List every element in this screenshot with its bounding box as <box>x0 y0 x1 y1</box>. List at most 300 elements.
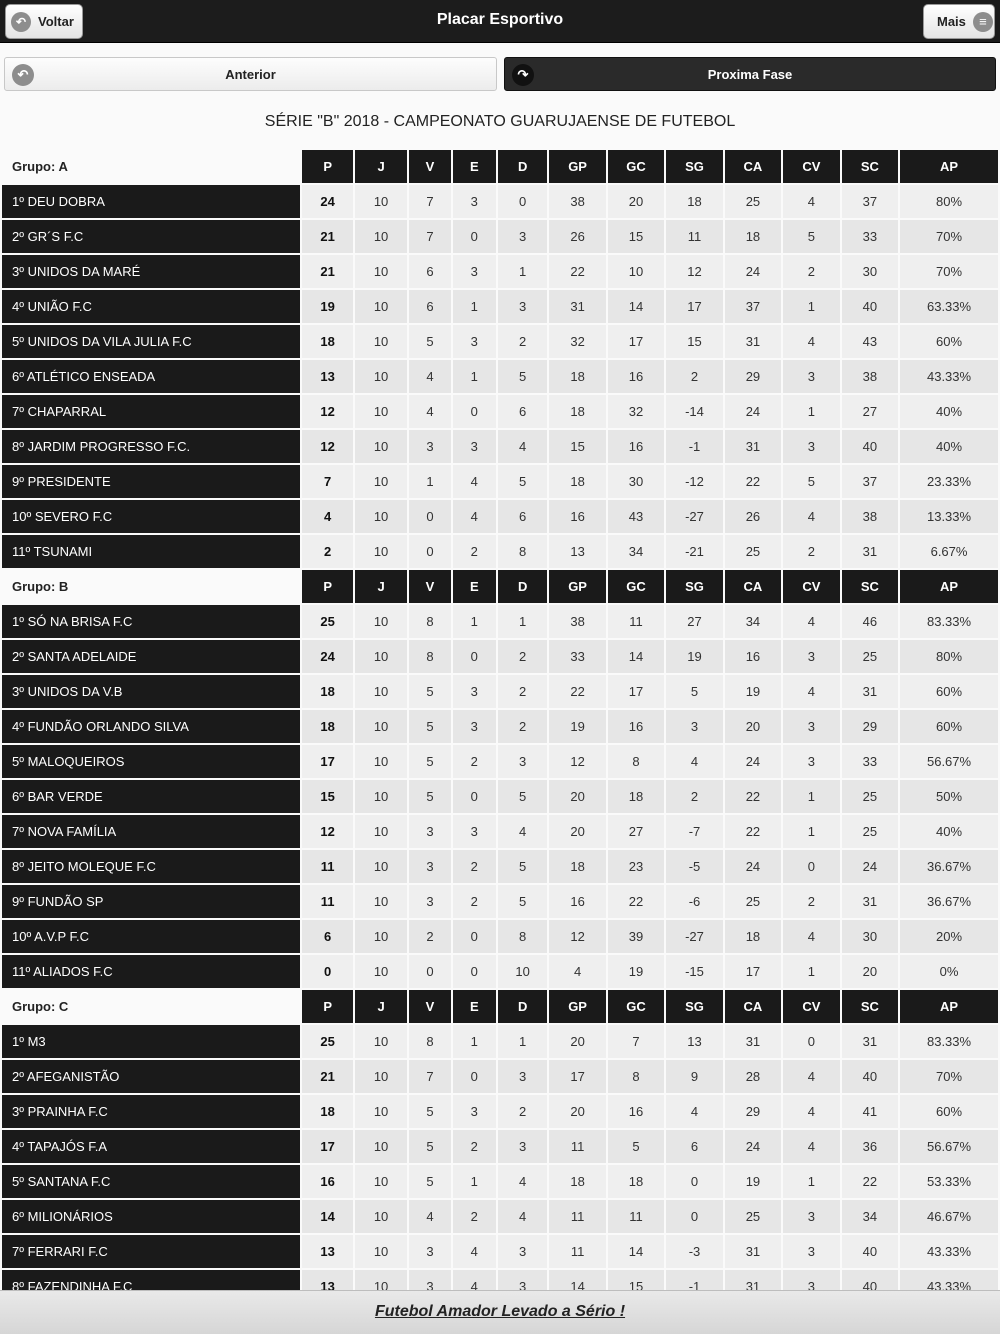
group-header-row <box>2 570 998 603</box>
stat-cell: 5 <box>783 465 839 498</box>
stat-cell: 10 <box>355 360 407 393</box>
group-header-row <box>2 150 998 183</box>
top-bar <box>0 0 1000 43</box>
stat-cell: 10 <box>355 710 407 743</box>
stat-cell: 18 <box>725 220 781 253</box>
stat-cell: 4 <box>498 815 547 848</box>
stat-cell: 17 <box>302 745 352 778</box>
stat-cell: 0 <box>783 850 839 883</box>
stat-cell: 10 <box>355 745 407 778</box>
stat-cell: 32 <box>549 325 605 358</box>
stat-cell: 20 <box>549 780 605 813</box>
team-name: 9º PRESIDENTE <box>2 465 300 498</box>
table-row[interactable] <box>2 850 998 883</box>
stat-cell: 16 <box>549 885 605 918</box>
stat-cell: 5 <box>409 675 450 708</box>
stat-cell: 31 <box>725 325 781 358</box>
stat-cell: 4 <box>453 1270 496 1290</box>
stat-cell: 19 <box>302 290 352 323</box>
table-row[interactable] <box>2 1025 998 1058</box>
stat-cell: 11 <box>608 1200 664 1233</box>
column-header: SG <box>666 990 722 1023</box>
column-header: D <box>498 570 547 603</box>
column-header: P <box>302 990 352 1023</box>
stat-cell: 5 <box>409 1095 450 1128</box>
stat-cell: 10 <box>355 1060 407 1093</box>
team-name: 1º DEU DOBRA <box>2 185 300 218</box>
stat-cell: 4 <box>409 360 450 393</box>
stat-cell: 16 <box>302 1165 352 1198</box>
stat-cell: 22 <box>549 255 605 288</box>
stat-cell: 5 <box>783 220 839 253</box>
stat-cell: 0 <box>409 535 450 568</box>
team-name: 8º JEITO MOLEQUE F.C <box>2 850 300 883</box>
stat-cell: 13 <box>302 1235 352 1268</box>
stat-cell: 3 <box>783 1200 839 1233</box>
stat-cell: 4 <box>498 1200 547 1233</box>
stat-cell: 3 <box>498 1060 547 1093</box>
stat-cell: 3 <box>498 1235 547 1268</box>
stat-cell: 2 <box>498 710 547 743</box>
table-row[interactable] <box>2 675 998 708</box>
stat-cell: 31 <box>725 1235 781 1268</box>
stat-cell: 24 <box>302 640 352 673</box>
stat-cell: 40 <box>842 290 898 323</box>
stat-cell: 10 <box>355 1025 407 1058</box>
stat-cell: 10 <box>355 500 407 533</box>
stat-cell: 40 <box>842 1060 898 1093</box>
stat-cell: 36.67% <box>900 885 998 918</box>
stat-cell: 60% <box>900 1095 998 1128</box>
stat-cell: 33 <box>549 640 605 673</box>
stat-cell: 3 <box>409 1270 450 1290</box>
stat-cell: 70% <box>900 220 998 253</box>
stat-cell: 3 <box>783 745 839 778</box>
table-row[interactable] <box>2 325 998 358</box>
stat-cell: 3 <box>409 1235 450 1268</box>
stat-cell: 3 <box>453 1095 496 1128</box>
stat-cell: 56.67% <box>900 1130 998 1163</box>
stat-cell: 3 <box>666 710 722 743</box>
stat-cell: 26 <box>549 220 605 253</box>
stat-cell: 38 <box>842 360 898 393</box>
stat-cell: 7 <box>409 1060 450 1093</box>
column-header: GC <box>608 570 664 603</box>
stat-cell: 2 <box>498 1095 547 1128</box>
stat-cell: 10 <box>355 640 407 673</box>
stat-cell: 0% <box>900 955 998 988</box>
table-row[interactable] <box>2 885 998 918</box>
stat-cell: -27 <box>666 500 722 533</box>
column-header: P <box>302 570 352 603</box>
stat-cell: 0 <box>783 1025 839 1058</box>
stat-cell: 1 <box>453 605 496 638</box>
stat-cell: 8 <box>498 535 547 568</box>
stat-cell: 10 <box>355 290 407 323</box>
table-row[interactable] <box>2 220 998 253</box>
stat-cell: 8 <box>608 1060 664 1093</box>
stat-cell: 31 <box>725 1270 781 1290</box>
stat-cell: 5 <box>409 745 450 778</box>
stat-cell: 10 <box>355 535 407 568</box>
stat-cell: 5 <box>498 885 547 918</box>
stat-cell: 1 <box>783 955 839 988</box>
stat-cell: 20 <box>725 710 781 743</box>
stat-cell: 2 <box>453 745 496 778</box>
stat-cell: 3 <box>783 640 839 673</box>
redo-arrow-icon: ↷ <box>512 64 534 86</box>
stat-cell: 10 <box>355 430 407 463</box>
stat-cell: 15 <box>666 325 722 358</box>
table-row[interactable] <box>2 955 998 988</box>
stat-cell: 18 <box>549 395 605 428</box>
stat-cell: 12 <box>549 920 605 953</box>
stat-cell: 4 <box>783 920 839 953</box>
table-row[interactable] <box>2 185 998 218</box>
stat-cell: 2 <box>498 325 547 358</box>
stat-cell: 18 <box>302 1095 352 1128</box>
stat-cell: 56.67% <box>900 745 998 778</box>
stat-cell: 8 <box>409 605 450 638</box>
stat-cell: 5 <box>409 710 450 743</box>
stat-cell: 29 <box>842 710 898 743</box>
stat-cell: 2 <box>302 535 352 568</box>
stat-cell: 21 <box>302 255 352 288</box>
table-row[interactable] <box>2 395 998 428</box>
team-name: 7º CHAPARRAL <box>2 395 300 428</box>
table-row[interactable] <box>2 710 998 743</box>
column-header: GP <box>549 150 605 183</box>
stat-cell: 4 <box>453 1235 496 1268</box>
stat-cell: 3 <box>453 430 496 463</box>
stat-cell: 10 <box>355 850 407 883</box>
stat-cell: 2 <box>453 885 496 918</box>
stat-cell: 70% <box>900 1060 998 1093</box>
stat-cell: 11 <box>549 1235 605 1268</box>
stat-cell: 23 <box>608 850 664 883</box>
stat-cell: 1 <box>783 815 839 848</box>
stat-cell: 5 <box>498 465 547 498</box>
column-header: E <box>453 570 496 603</box>
stat-cell: 25 <box>302 1025 352 1058</box>
stat-cell: 19 <box>725 1165 781 1198</box>
stat-cell: 40 <box>842 1270 898 1290</box>
stat-cell: 38 <box>842 500 898 533</box>
stat-cell: 17 <box>725 955 781 988</box>
column-header: CA <box>725 990 781 1023</box>
stat-cell: 10 <box>355 780 407 813</box>
team-name: 1º SÓ NA BRISA F.C <box>2 605 300 638</box>
stat-cell: 10 <box>355 220 407 253</box>
stat-cell: 43.33% <box>900 1270 998 1290</box>
team-name: 9º FUNDÃO SP <box>2 885 300 918</box>
stat-cell: 4 <box>783 185 839 218</box>
stat-cell: 3 <box>409 815 450 848</box>
stat-cell: 31 <box>725 430 781 463</box>
table-row[interactable] <box>2 780 998 813</box>
stat-cell: 27 <box>608 815 664 848</box>
column-header: AP <box>900 990 998 1023</box>
stat-cell: 10 <box>355 815 407 848</box>
stat-cell: 15 <box>608 1270 664 1290</box>
stat-cell: 11 <box>302 885 352 918</box>
stat-cell: 7 <box>608 1025 664 1058</box>
column-header: AP <box>900 150 998 183</box>
stat-cell: 10 <box>355 1200 407 1233</box>
column-header: D <box>498 990 547 1023</box>
column-header: CV <box>783 990 839 1023</box>
stat-cell: 2 <box>783 535 839 568</box>
group-name: Grupo: A <box>2 150 300 183</box>
table-row[interactable] <box>2 465 998 498</box>
phase-nav <box>0 43 1000 104</box>
stat-cell: 31 <box>549 290 605 323</box>
stat-cell: 6 <box>498 500 547 533</box>
stat-cell: 4 <box>783 605 839 638</box>
stat-cell: 20 <box>549 815 605 848</box>
stat-cell: 13.33% <box>900 500 998 533</box>
stat-cell: 4 <box>409 395 450 428</box>
stat-cell: 18 <box>725 920 781 953</box>
table-row[interactable] <box>2 1270 998 1290</box>
stat-cell: 0 <box>453 920 496 953</box>
stat-cell: 13 <box>666 1025 722 1058</box>
stat-cell: 4 <box>783 1130 839 1163</box>
stat-cell: 24 <box>725 395 781 428</box>
stat-cell: 5 <box>498 850 547 883</box>
previous-phase-button[interactable] <box>4 57 497 91</box>
stat-cell: 10 <box>355 1130 407 1163</box>
table-row[interactable] <box>2 640 998 673</box>
stat-cell: 60% <box>900 675 998 708</box>
stat-cell: 14 <box>608 290 664 323</box>
stat-cell: 13 <box>302 360 352 393</box>
stat-cell: 7 <box>302 465 352 498</box>
stat-cell: 37 <box>842 465 898 498</box>
stat-cell: 83.33% <box>900 1025 998 1058</box>
table-row[interactable] <box>2 430 998 463</box>
stat-cell: 29 <box>725 360 781 393</box>
stat-cell: 8 <box>608 745 664 778</box>
stat-cell: 30 <box>842 920 898 953</box>
stat-cell: 1 <box>409 465 450 498</box>
stat-cell: 31 <box>725 1025 781 1058</box>
team-name: 10º SEVERO F.C <box>2 500 300 533</box>
stat-cell: 2 <box>666 360 722 393</box>
stat-cell: 4 <box>409 1200 450 1233</box>
stat-cell: 26 <box>725 500 781 533</box>
stat-cell: 16 <box>608 360 664 393</box>
more-button[interactable] <box>923 4 995 39</box>
team-name: 1º M3 <box>2 1025 300 1058</box>
stat-cell: 19 <box>725 675 781 708</box>
table-row[interactable] <box>2 920 998 953</box>
stat-cell: 2 <box>666 780 722 813</box>
stat-cell: 27 <box>666 605 722 638</box>
stat-cell: 5 <box>498 780 547 813</box>
footer-slogan-link[interactable]: Futebol Amador Levado a Sério ! <box>374 1303 626 1320</box>
stat-cell: 3 <box>498 1270 547 1290</box>
stat-cell: 3 <box>783 1270 839 1290</box>
stat-cell: 5 <box>409 325 450 358</box>
stat-cell: 6 <box>666 1130 722 1163</box>
stat-cell: 11 <box>549 1200 605 1233</box>
stat-cell: 4 <box>549 955 605 988</box>
stat-cell: 1 <box>498 1025 547 1058</box>
stat-cell: 25 <box>725 535 781 568</box>
stat-cell: -1 <box>666 1270 722 1290</box>
stat-cell: 22 <box>725 815 781 848</box>
stat-cell: -15 <box>666 955 722 988</box>
stat-cell: 43.33% <box>900 360 998 393</box>
stat-cell: 10 <box>498 955 547 988</box>
stat-cell: 0 <box>453 395 496 428</box>
team-name: 3º PRAINHA F.C <box>2 1095 300 1128</box>
stat-cell: 30 <box>608 465 664 498</box>
stat-cell: 15 <box>608 220 664 253</box>
stat-cell: 10 <box>355 255 407 288</box>
stat-cell: 37 <box>842 185 898 218</box>
column-header: E <box>453 990 496 1023</box>
table-row[interactable] <box>2 1130 998 1163</box>
stat-cell: -12 <box>666 465 722 498</box>
table-row[interactable] <box>2 745 998 778</box>
team-name: 3º UNIDOS DA MARÉ <box>2 255 300 288</box>
stat-cell: 16 <box>608 1095 664 1128</box>
column-header: SC <box>842 570 898 603</box>
column-header: P <box>302 150 352 183</box>
stat-cell: 4 <box>453 500 496 533</box>
stat-cell: 12 <box>549 745 605 778</box>
stat-cell: 31 <box>842 1025 898 1058</box>
team-name: 6º MILIONÁRIOS <box>2 1200 300 1233</box>
stat-cell: 4 <box>666 745 722 778</box>
team-name: 8º JARDIM PROGRESSO F.C. <box>2 430 300 463</box>
stat-cell: 70% <box>900 255 998 288</box>
team-name: 3º UNIDOS DA V.B <box>2 675 300 708</box>
stat-cell: 13 <box>549 535 605 568</box>
stat-cell: 40% <box>900 815 998 848</box>
stat-cell: 0 <box>666 1200 722 1233</box>
standings-table <box>0 148 1000 1290</box>
table-row[interactable] <box>2 1235 998 1268</box>
stat-cell: 20 <box>549 1095 605 1128</box>
stat-cell: 0 <box>302 955 352 988</box>
team-name: 2º AFEGANISTÃO <box>2 1060 300 1093</box>
team-name: 4º TAPAJÓS F.A <box>2 1130 300 1163</box>
stat-cell: 31 <box>842 885 898 918</box>
stat-cell: 2 <box>498 640 547 673</box>
next-phase-label: Proxima Fase <box>707 66 793 82</box>
column-header: SC <box>842 150 898 183</box>
stat-cell: 39 <box>608 920 664 953</box>
standings-scroll-area[interactable] <box>0 104 1000 1290</box>
table-row[interactable] <box>2 1165 998 1198</box>
table-row[interactable] <box>2 815 998 848</box>
stat-cell: -1 <box>666 430 722 463</box>
stat-cell: 6.67% <box>900 535 998 568</box>
stat-cell: 22 <box>725 780 781 813</box>
column-header: SG <box>666 570 722 603</box>
column-header: AP <box>900 570 998 603</box>
stat-cell: 4 <box>666 1095 722 1128</box>
stat-cell: 10 <box>355 885 407 918</box>
next-phase-button[interactable] <box>504 57 996 91</box>
stat-cell: 31 <box>842 675 898 708</box>
table-row[interactable] <box>2 1060 998 1093</box>
stat-cell: 1 <box>783 780 839 813</box>
stat-cell: -3 <box>666 1235 722 1268</box>
stat-cell: 10 <box>355 675 407 708</box>
stat-cell: 20 <box>842 955 898 988</box>
stat-cell: 32 <box>608 395 664 428</box>
team-name: 2º SANTA ADELAIDE <box>2 640 300 673</box>
table-row[interactable] <box>2 605 998 638</box>
stat-cell: 19 <box>666 640 722 673</box>
stat-cell: 18 <box>666 185 722 218</box>
stat-cell: 3 <box>409 885 450 918</box>
app-title: Placar Esportivo <box>436 11 564 28</box>
stat-cell: 24 <box>725 745 781 778</box>
stat-cell: 1 <box>498 605 547 638</box>
table-row[interactable] <box>2 1095 998 1128</box>
table-row[interactable] <box>2 535 998 568</box>
stat-cell: 22 <box>842 1165 898 1198</box>
stat-cell: 34 <box>842 1200 898 1233</box>
team-name: 5º UNIDOS DA VILA JULIA F.C <box>2 325 300 358</box>
stat-cell: 25 <box>725 185 781 218</box>
stat-cell: 0 <box>453 1060 496 1093</box>
stat-cell: 2 <box>453 1200 496 1233</box>
stat-cell: 4 <box>783 1060 839 1093</box>
table-row[interactable] <box>2 255 998 288</box>
stat-cell: 6 <box>498 395 547 428</box>
stat-cell: 5 <box>666 675 722 708</box>
table-row[interactable] <box>2 500 998 533</box>
stat-cell: 46.67% <box>900 1200 998 1233</box>
stat-cell: 34 <box>725 605 781 638</box>
stat-cell: 40 <box>842 430 898 463</box>
stat-cell: 18 <box>549 1165 605 1198</box>
stat-cell: 43 <box>608 500 664 533</box>
stat-cell: 14 <box>608 1235 664 1268</box>
circle-arrow-back-icon: ↶ <box>11 12 31 32</box>
stat-cell: 20 <box>608 185 664 218</box>
stat-cell: 9 <box>666 1060 722 1093</box>
stat-cell: 16 <box>608 430 664 463</box>
stat-cell: 18 <box>549 850 605 883</box>
stat-cell: 4 <box>498 1165 547 1198</box>
stat-cell: 3 <box>409 850 450 883</box>
stat-cell: 18 <box>302 675 352 708</box>
team-name: 8º FAZENDINHA F.C <box>2 1270 300 1290</box>
column-header: GC <box>608 150 664 183</box>
stat-cell: 18 <box>608 780 664 813</box>
stat-cell: 0 <box>498 185 547 218</box>
stat-cell: 37 <box>725 290 781 323</box>
stat-cell: 14 <box>608 640 664 673</box>
table-row[interactable] <box>2 360 998 393</box>
stat-cell: 10 <box>355 1235 407 1268</box>
team-name: 4º FUNDÃO ORLANDO SILVA <box>2 710 300 743</box>
stat-cell: 40% <box>900 430 998 463</box>
table-row[interactable] <box>2 1200 998 1233</box>
table-row[interactable] <box>2 290 998 323</box>
column-header: J <box>355 150 407 183</box>
stat-cell: 2 <box>783 255 839 288</box>
stat-cell: 17 <box>302 1130 352 1163</box>
team-name: 11º ALIADOS F.C <box>2 955 300 988</box>
